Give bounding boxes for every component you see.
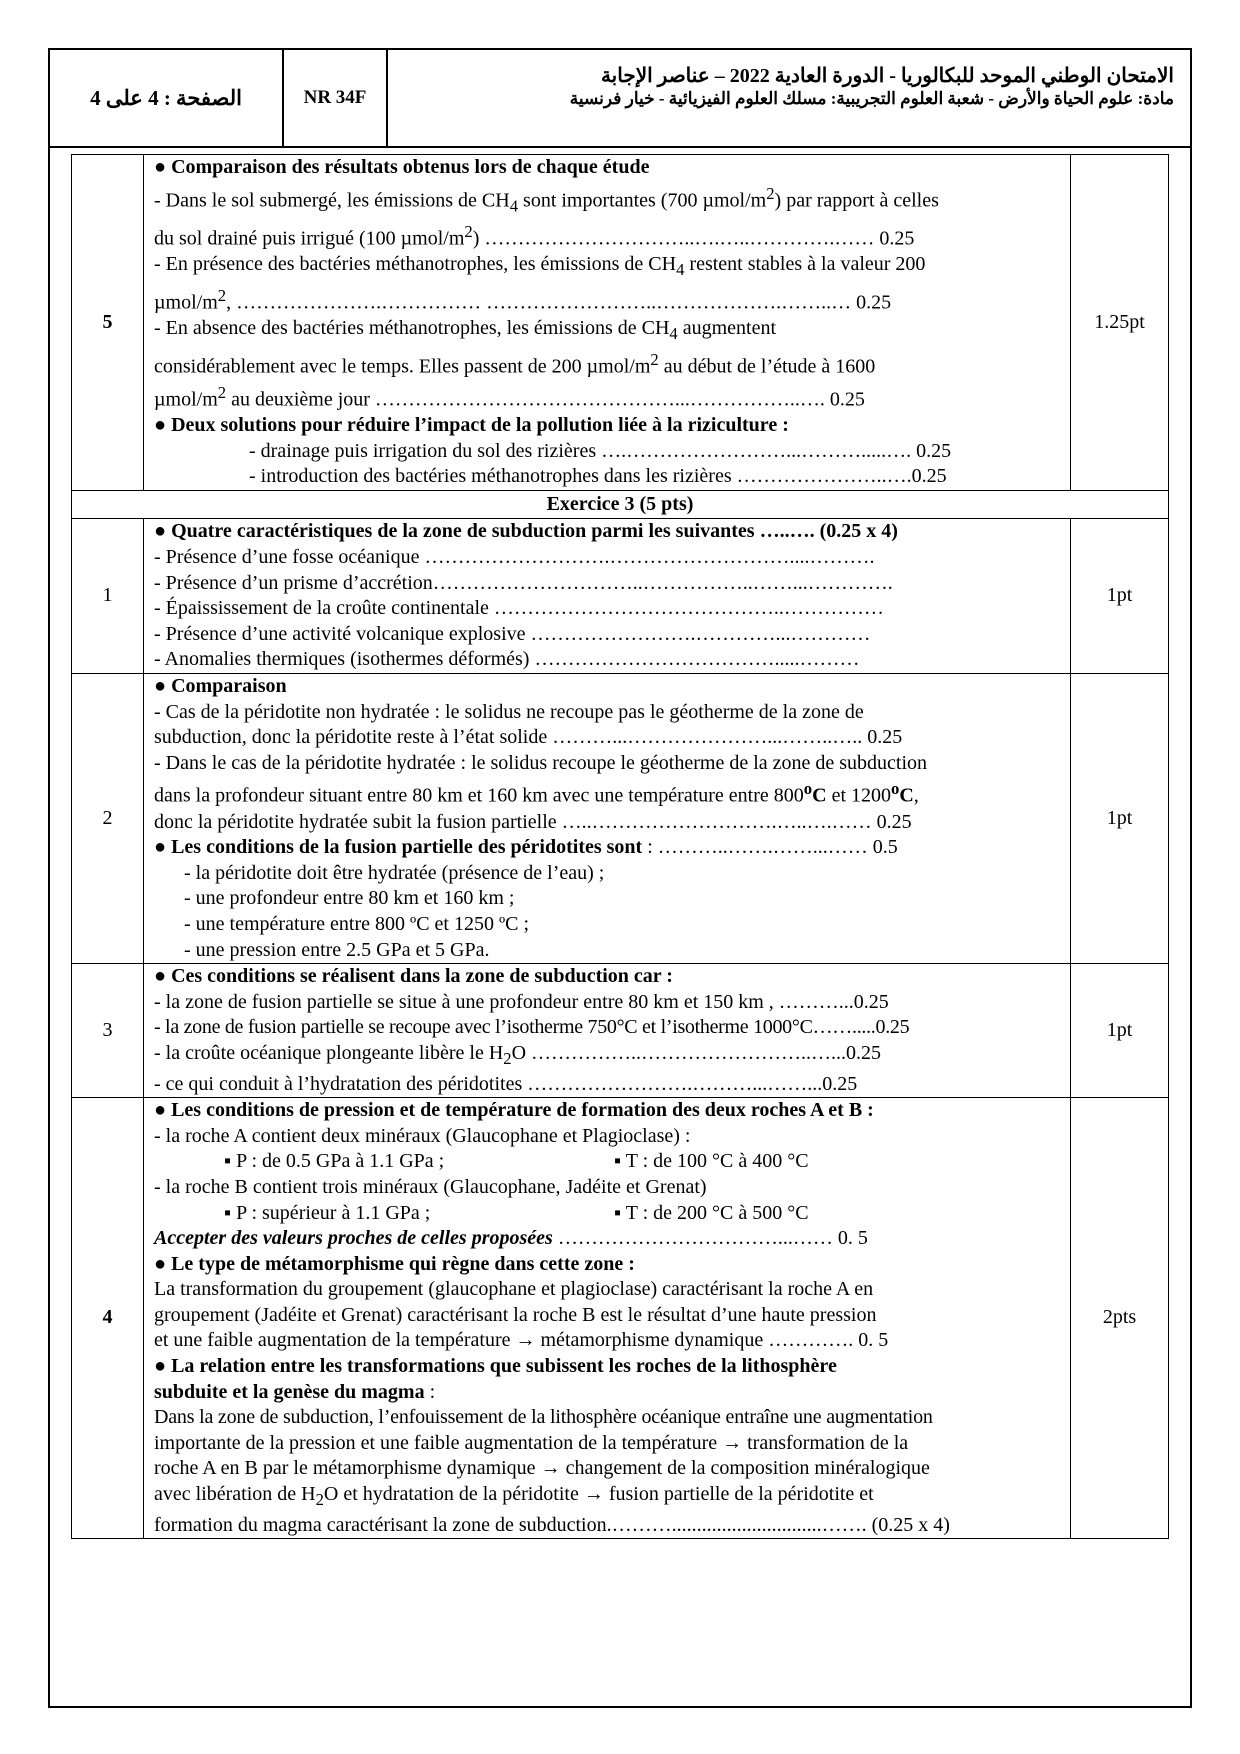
table-row [72,519,1169,674]
section-heading: ● Quatre caractéristiques de la zone de subduction parmi les suivantes …..…. (0.25 x 4) [154,520,898,543]
list-item: - introduction des bactéries méthanotrophes dans les rizières …………………..….0.25 [249,465,947,488]
page-frame [48,48,1192,1708]
table-row [72,155,1169,491]
points-cell: 1pt [1071,964,1169,1098]
question-number: 3 [72,964,144,1098]
answer-content: ● Les conditions de pression et de température de formation des deux roches A et B : - la roche A contient deux minéraux (Glaucophane et Plagioclase) : ▪ P : de 0.5 GPa à 1.1 GPa ; ▪ T : de 100 °C à 400 °C - la roche B contient trois minéraux (Glaucophane, Jadéite et Grenat) ▪ P : supérieur à 1.1 GPa ; ▪ T : de 200 °C à 500 °C Accepter des valeurs proches de celles proposées ……………………………...…… 0. 5 ● Le type de métamorphisme qui règne dans cette zone : La transformation du groupement (glaucophane et plagioclase) caractérisant la roche A en groupement (Jadéite et Grenat) caractérisant la roche B est le résultat d’une haute pression et une faible augmentation de la température → métamorphisme dynamique …………. 0. 5 ● La relation entre les transformations que subissent les roches de la lithosphère subduite et la genèse du magma : Dans la zone de subduction, l’enfouissement de la lithosphère océanique entraîne une augmentation importante de la pression et une faible augmentation de la température → transformation de la roche A en B par le métamorphisme dynamique → changement de la composition minéralogique avec libération de $H_2O$ et hydratation de la péridotite → fusion partielle de la péridotite et formation du magma caractérisant la zone de subduction.………..............................……. (0.25 x 4) [144,1098,1071,1539]
question-number: 5 [72,155,144,491]
section-heading: ● Le type de métamorphisme qui règne dans cette zone : [154,1252,635,1275]
answer-table [71,154,1169,1539]
list-item: - une profondeur entre 80 km et 160 km ; [184,887,515,910]
table-row [72,964,1169,1098]
section-heading: ● Deux solutions pour réduire l’impact de la pollution liée à la riziculture : [154,414,789,437]
exercise-title: Exercice 3 (5 pts) [72,490,1169,519]
points-cell: 1pt [1071,673,1169,963]
page-number: الصفحة : 4 على 4 [50,50,284,146]
section-heading: ● La relation entre les transformations que subissent les roches de la lithosphère [154,1355,837,1378]
list-item: - une température entre 800 ºC et 1250 ºC ; [184,912,530,935]
answer-content: ● Comparaison - Cas de la péridotite non hydratée : le solidus ne recoupe pas le géotherme de la zone de subduction, donc la péridotite reste à l’état solide ………...…………………...……..….. 0.25 - Dans le cas de la péridotite hydratée : le solidus recoupe le géotherme de la zone de subduction dans la profondeur situant entre 80 km et 160 km avec une température entre 800$^o$C et 1200$^o$C, donc la péridotite hydratée subit la fusion partielle …..……………………….…..….…… 0.25 ● Les conditions de la fusion partielle des péridotites sont : ………..…….……...…… 0.5 - la péridotite doit être hydratée (présence de l’eau) ; - une profondeur entre 80 km et 160 km ; - une température entre 800 ºC et 1250 ºC ; - une pression entre 2.5 GPa et 5 GPa. [144,673,1071,963]
section-heading: ● Ces conditions se réalisent dans la zone de subduction car : [154,965,673,988]
answer-content: ● Quatre caractéristiques de la zone de subduction parmi les suivantes …..…. (0.25 x 4) - Présence d’une fosse océanique ……………………….………………………....………. - Présence d’un prisme d’accrétion…………………………..……………..……...…………. - Épaississement de la croûte continentale ……………………………………..…………… - Présence d’une activité volcanique explosive …………………….…………...………… - Anomalies thermiques (isothermes déformés) ……………………………….....……… [144,519,1071,674]
exam-title-line1: الامتحان الوطني الموحد للبكالوريا - الدورة العادية 2022 – عناصر الإجابة [600,65,1174,87]
list-item: - une pression entre 2.5 GPa et 5 GPa. [184,938,490,961]
exam-title [388,64,1174,109]
section-heading: ● Comparaison des résultats obtenus lors de chaque étude [154,156,650,178]
points-cell: 1.25pt [1071,155,1169,491]
points-cell: 2pts [1071,1098,1169,1539]
question-number: 4 [72,1098,144,1539]
list-item: - drainage puis irrigation du sol des rizières ….……………………...……….....…. 0.25 [249,439,952,462]
list-item: - la péridotite doit être hydratée (présence de l’eau) ; [184,861,605,884]
table-row [72,673,1169,963]
points-cell: 1pt [1071,519,1169,674]
table-row [72,490,1169,519]
section-heading: ● Comparaison [154,674,287,697]
answer-content: ● Ces conditions se réalisent dans la zone de subduction car : - la zone de fusion partielle se situe à une profondeur entre 80 km et 150 km , ………...0.25 - la zone de fusion partielle se recoupe avec l’isotherme 750°C et l’isotherme 1000°C…….....0.25 - la croûte océanique plongeante libère le $H_2O$ ……………..……………………..…...0.25 - ce qui conduit à l’hydratation des péridotites …………………….………...……...0.25 [144,964,1071,1098]
answer-content: ● Comparaison des résultats obtenus lors de chaque étude - Dans le sol submergé, les émissions de $CH_4$ sont importantes (700 µmol/$m^2$) par rapport à celles du sol drainé puis irrigué (100 µmol/$m^2$) …………………………..….…..………….…… 0.25 - En présence des bactéries méthanotrophes, les émissions de $CH_4$ restent stables à la valeur 200 µmol/$m^2$, ………………….…………… ……………………..……………….……..… 0.25 - En absence des bactéries méthanotrophes, les émissions de $CH_4$ augmentent considérablement avec le temps. Elles passent de 200 µmol/$m^2$ au début de l’étude à 1600 µmol/$m^2$ au deuxième jour ………………………………………...……………..…. 0.25 ● Deux solutions pour réduire l’impact de la pollution liée à la riziculture : - drainage puis irrigation du sol des rizières ….……………………...……….....…. 0.25 - introduction des bactéries méthanotrophes dans les rizières …………………..….0.25 [144,155,1071,491]
question-number: 2 [72,673,144,963]
table-row [72,1098,1169,1539]
exam-code: NR 34F [284,50,388,146]
section-heading: ● Les conditions de pression et de température de formation des deux roches A et B : [154,1099,874,1122]
question-number: 1 [72,519,144,674]
exam-title-line2: مادة: علوم الحياة والأرض - شعبة العلوم التجريبية: مسلك العلوم الفيزيائية - خيار فرنسية [569,89,1174,108]
header [50,50,1190,148]
